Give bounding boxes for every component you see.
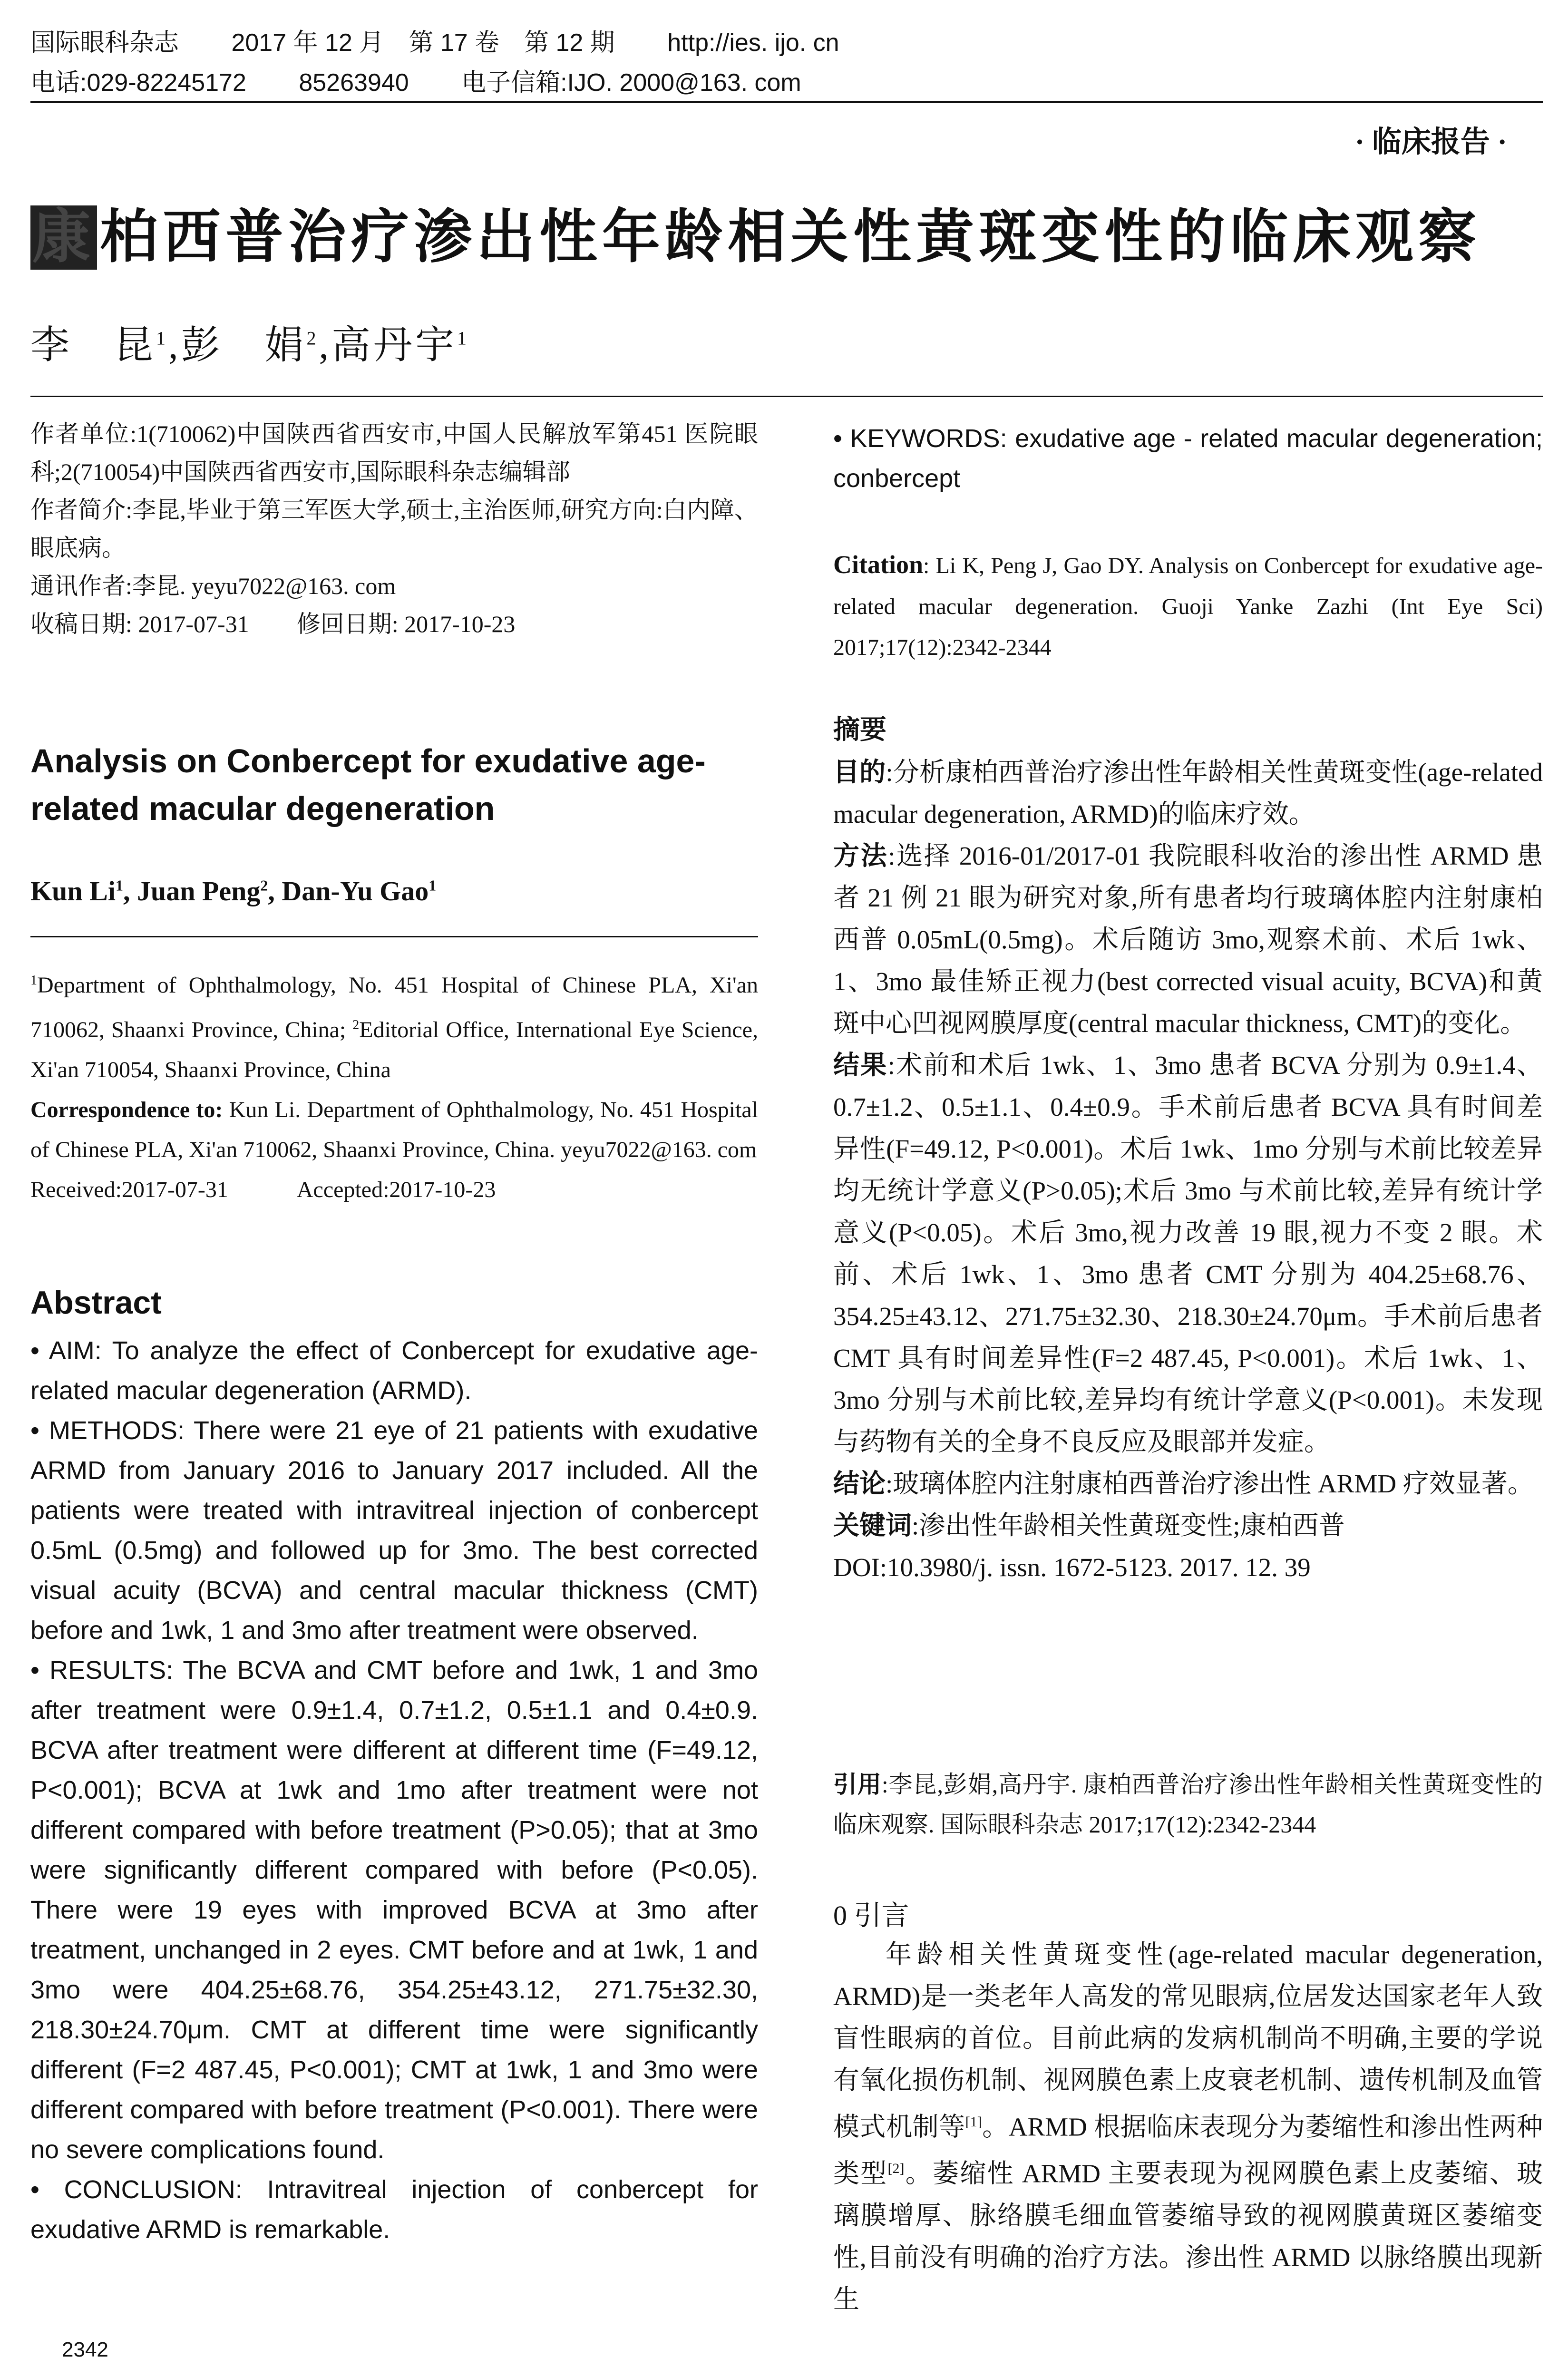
intro-text-c: 。萎缩性 ARMD 主要表现为视网膜色素上皮萎缩、玻璃膜增厚、脉络膜毛细血管萎缩导致的视网膜黄斑区萎缩变性,目前没有明确的治疗方法。渗出性 ARMD 以脉络膜出现新生: [833, 2159, 1543, 2314]
abstract-cn-heading: 摘要: [833, 715, 886, 745]
abstract-methods: • METHODS: There were 21 eye of 21 patients with exudative ARMD from January 2016 to January 2017 included. All the patients were treated with intravitreal injection of conbercept 0.5mL (0.5mg) and followed up for 3mo. The best corrected visual acuity (BCVA) and central macular thickness (CMT) before and 1wk, 1 and 3mo after treatment were observed.: [30, 1416, 758, 1645]
author-1-sup: 1: [156, 327, 169, 349]
en-author-2: , Juan Peng: [123, 876, 261, 906]
correspondence: [30, 1090, 758, 1170]
header-rule: [30, 101, 1543, 103]
abstract-cn: [833, 751, 1543, 1588]
affil-sup-2: 2: [352, 1018, 360, 1033]
citation-cn-text: :李昆,彭娟,高丹宇. 康柏西普治疗渗出性年龄相关性黄斑变性的临床观察. 国际眼科杂志 2017;17(12):2342-2344: [833, 1771, 1543, 1838]
author-1: 李 昆: [30, 323, 156, 367]
keywords-cn-text: :渗出性年龄相关性黄斑变性;康柏西普: [912, 1511, 1345, 1540]
correspondence-text: Kun Li. Department of Ophthalmology, No. 451 Hospital of Chinese PLA, Xi'an 710062, Shaanxi Province, China. yeyu7022@163. com: [30, 1097, 758, 1162]
conclusion-label: 结论: [833, 1469, 886, 1498]
author-2-sup: 2: [306, 327, 319, 349]
abstract-cn-methods: [833, 835, 1543, 1044]
english-title: Analysis on Conbercept for exudative age-related macular degeneration: [30, 742, 706, 827]
keywords-cn: [833, 1505, 1543, 1547]
intro-text-b: 。ARMD 根据临床表现分为萎缩性和渗出性两种类型: [833, 2112, 1543, 2188]
abstract-heading: Abstract: [30, 1285, 162, 1321]
email[interactable]: 电子信箱:IJO. 2000@163. com: [461, 69, 801, 97]
running-header: [30, 23, 1543, 103]
affiliation-cn: [30, 415, 758, 643]
citation-text: : Li K, Peng J, Gao DY. Analysis on Conbercept for exudative age-related macular degeneration. Guoji Yanke Zazhi (Int Eye Sci) 2017;17(12):2342-2344: [833, 553, 1543, 660]
aim-text: :分析康柏西普治疗渗出性年龄相关性黄斑变性(age-related macular degeneration, ARMD)的临床疗效。: [833, 758, 1543, 828]
author-bio: 作者简介:李昆,毕业于第三军医大学,硕士,主治医师,研究方向:白内障、眼底病。: [30, 497, 758, 561]
received-accepted: Received:2017-07-31 Accepted:2017-10-23: [30, 1177, 496, 1202]
doi[interactable]: DOI:10.3980/j. issn. 1672-5123. 2017. 12. 39: [833, 1553, 1311, 1582]
page-number: 2342: [62, 2338, 108, 2361]
section-tag: · 临床报告 ·: [1354, 126, 1507, 158]
affil-line-2: Editorial Office, International Eye Science, Xi'an 710054, Shaanxi Province, China: [30, 1017, 758, 1082]
abstract-aim: • AIM: To analyze the effect of Conbercept for exudative age-related macular degeneration (ARMD).: [30, 1336, 758, 1405]
received-dates: 收稿日期: 2017-07-31 修回日期: 2017-10-23: [30, 611, 516, 637]
author-3-sup: 1: [457, 327, 470, 349]
citation-cn-label: 引用: [833, 1771, 882, 1798]
aim-label: 目的: [833, 758, 886, 787]
introduction: [833, 1934, 1543, 2320]
author-unit: 作者单位:1(710062)中国陕西省西安市,中国人民解放军第451 医院眼科;2(710054)中国陕西省西安市,国际眼科杂志编辑部: [30, 420, 758, 485]
abstract-cn-results: [833, 1044, 1543, 1463]
methods-label: 方法: [833, 841, 888, 870]
article-title: [30, 200, 1543, 276]
english-authors: [30, 875, 436, 907]
abstract-conclusion: • CONCLUSION: Intravitreal injection of conbercept for exudative ARMD is remarkable.: [30, 2175, 758, 2244]
journal-url[interactable]: http://ies. ijo. cn: [667, 29, 839, 57]
intro-heading: 0 引言: [833, 1900, 909, 1931]
results-label: 结果: [833, 1051, 888, 1080]
methods-text: :选择 2016-01/2017-01 我院眼科收治的渗出性 ARMD 患者 21 例 21 眼为研究对象,所有患者均行玻璃体腔内注射康柏西普 0.05mL(0.5mg)。术后随访 3mo,观察术前、术后 1wk、1、3mo 最佳矫正视力(best corrected visual acuity, BCVA)和黄斑中心凹视网膜厚度(central macular thickness, CMT)的变化。: [833, 841, 1543, 1038]
issue-info: 2017 年 12 月 第 17 卷 第 12 期: [231, 29, 615, 57]
results-text: :术前和术后 1wk、1、3mo 患者 BCVA 分别为 0.9±1.4、0.7±1.2、0.5±1.1、0.4±0.9。手术前后患者 BCVA 具有时间差异性(F=49.12, P<0.001)。术后 1wk、1mo 分别与术前比较差异均无统计学意义(P>0.05);术后 3mo 与术前比较,差异有统计学意义(P<0.05)。术后 3mo,视力改善 19 眼,视力不变 2 眼。术前、术后 1wk、1、3mo 患者 CMT 分别为 404.25±68.76、354.25±43.12、271.75±32.30、218.30±24.70μm。手术前后患者 CMT 具有时间差异性(F=2 487.45, P<0.001)。术后 1wk、1、3mo 分别与术前比较,差异均有统计学意义(P<0.001)。未发现与药物有关的全身不良反应及眼部并发症。: [833, 1051, 1543, 1456]
affil-sup-1: 1: [30, 973, 37, 988]
authors-rule: [30, 936, 758, 937]
en-author-3: , Dan-Yu Gao: [268, 876, 429, 906]
en-author-2-sup: 2: [260, 877, 268, 894]
phone-2: 85263940: [299, 69, 409, 97]
intro-text-a: 年龄相关性黄斑变性(age-related macular degeneration, ARMD)是一类老年人高发的常见眼病,位居发达国家老年人致盲性眼病的首位。目前此病的发病机制尚不明确,主要的学说有氧化损伤机制、视网膜色素上皮衰老机制、遗传机制及血管模式机制等: [833, 1940, 1543, 2142]
title-first-char: 康: [30, 205, 97, 270]
correspondence-label: Correspondence to:: [30, 1097, 223, 1122]
abstract-en: [30, 1331, 758, 2250]
authors-cn: [30, 314, 469, 370]
en-author-3-sup: 1: [429, 877, 437, 894]
keywords-cn-label: 关键词: [833, 1511, 912, 1540]
citation-en: [833, 544, 1543, 668]
citation-label: Citation: [833, 550, 923, 579]
reference-2[interactable]: [2]: [887, 2161, 905, 2177]
abstract-cn-aim: [833, 751, 1543, 835]
affil-line-1: Department of Ophthalmology, No. 451 Hospital of Chinese PLA, Xi'an 710062, Shaanxi Province, China;: [30, 973, 758, 1042]
citation-cn: [833, 1764, 1543, 1844]
corresponding-author: 通讯作者:李昆. yeyu7022@163. com: [30, 573, 396, 599]
title-rule: [30, 396, 1543, 397]
affiliation-en-text: [30, 961, 758, 1090]
en-author-1: Kun Li: [30, 876, 116, 906]
reference-1[interactable]: [1]: [965, 2114, 982, 2130]
abstract-results: • RESULTS: The BCVA and CMT before and 1wk, 1 and 3mo after treatment were 0.9±1.4, 0.7±1.2, 0.5±1.1 and 0.4±0.9. BCVA after treatment were different at different time (F=49.12, P<0.001); BCVA at 1wk and 1mo after treatment were not different compared with before treatment (P>0.05); that at 3mo were significantly different compared with before (P<0.05). There were 19 eyes with improved BCVA at 3mo after treatment, unchanged in 2 eyes. CMT before and at 1wk, 1 and 3mo were 404.25±68.76, 354.25±43.12, 271.75±32.30, 218.30±24.70μm. CMT at different time were significantly different (F=2 487.45, P<0.001); CMT at 1wk, 1 and 3mo were different compared with before treatment (P<0.001). There were no severe complications found.: [30, 1656, 758, 2164]
keywords-en-text: • KEYWORDS: exudative age - related macular degeneration; conbercept: [833, 424, 1543, 493]
title-rest: 柏西普治疗渗出性年龄相关性黄斑变性的临床观察: [100, 205, 1481, 270]
intro-paragraph: [833, 1934, 1543, 2320]
abstract-cn-conclusion: [833, 1463, 1543, 1505]
en-author-1-sup: 1: [115, 877, 123, 894]
keywords-en: [833, 419, 1543, 498]
phone: 电话:029-82245172: [30, 69, 246, 97]
journal-name: 国际眼科杂志: [30, 29, 179, 57]
affiliation-en: [30, 961, 758, 1210]
conclusion-text: :玻璃体腔内注射康柏西普治疗渗出性 ARMD 疗效显著。: [886, 1469, 1534, 1498]
author-3: ,高丹宇: [319, 323, 458, 367]
author-2: ,彭 娟: [168, 323, 307, 367]
